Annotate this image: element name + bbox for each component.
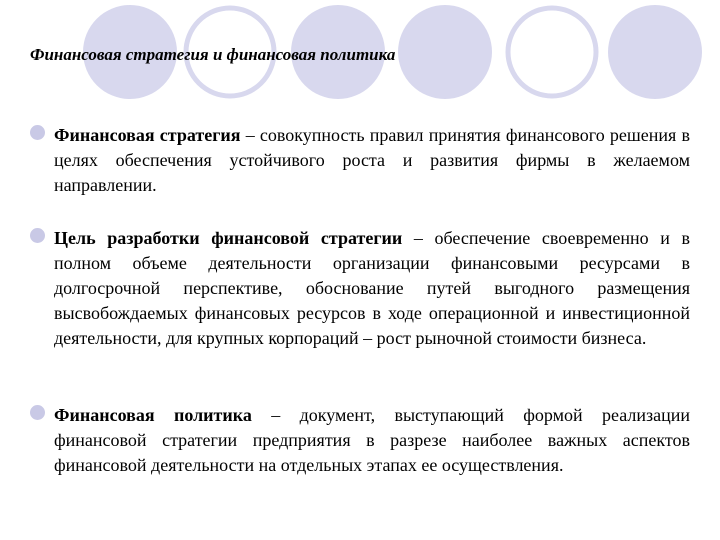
item-definition: – обеспечение своевременно и в полном объеме деятельности организации финансовыми ресурсами в долгосрочной перспективе, обоснование путей выгодного размещения высвобождаемых финансовых ресурсов в ходе операционной и инвестиционной деятельности, для крупных корпораций – рост рыночной стоимости бизнеса. xyxy=(54,228,690,348)
list-item xyxy=(30,226,690,351)
item-definition: – совокупность правил принятия финансового решения в целях обеспечения устойчивого роста и развития фирмы в желаемом направлении. xyxy=(54,125,690,195)
bullet-icon xyxy=(30,228,45,243)
filled-circle xyxy=(608,5,702,99)
item-term: Финансовая стратегия xyxy=(54,125,241,145)
slide-title: Финансовая стратегия и финансовая политика xyxy=(30,45,396,64)
item-text xyxy=(54,123,690,198)
item-term: Цель разработки финансовой стратегии xyxy=(54,228,403,248)
filled-circle xyxy=(398,5,492,99)
item-text xyxy=(54,403,690,478)
bullet-icon xyxy=(30,405,45,420)
item-definition: – документ, выступающий формой реализации финансовой стратегии предприятия в разрезе наиболее важных аспектов финансовой деятельности на отдельных этапах ее осуществления. xyxy=(54,405,690,475)
bullet-icon xyxy=(30,125,45,140)
decorative-circles xyxy=(0,0,720,130)
item-term: Финансовая политика xyxy=(54,405,252,425)
item-text xyxy=(54,226,690,351)
list-item xyxy=(30,403,690,478)
list-item xyxy=(30,123,690,198)
outline-circle xyxy=(508,8,596,96)
